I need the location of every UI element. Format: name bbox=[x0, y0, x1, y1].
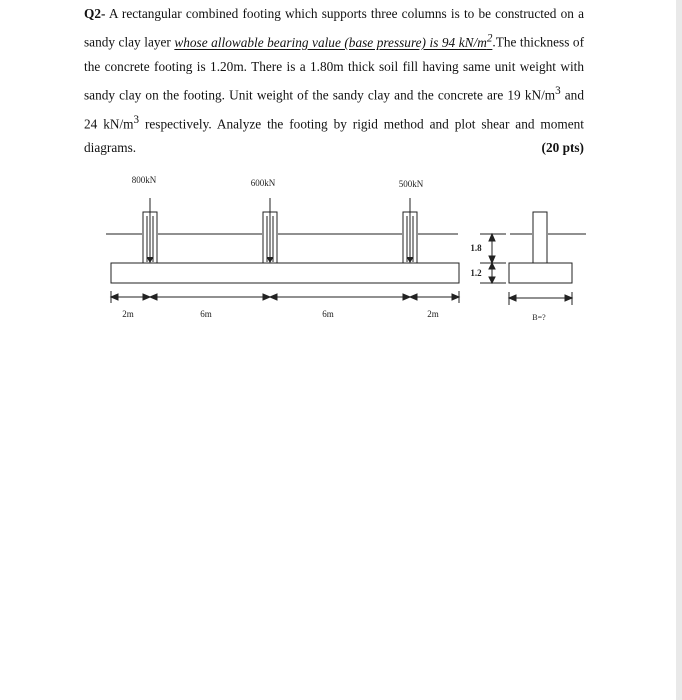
load-label-1: 800kN bbox=[131, 175, 157, 185]
column-1 bbox=[143, 198, 157, 263]
span-label-4: 2m bbox=[427, 309, 439, 319]
footing-thickness-label: 1.2 bbox=[470, 268, 482, 278]
width-label: B=? bbox=[532, 313, 546, 322]
question-text-1: A rectangular combined footing which supports three columns is to be constructed on a sandy clay layer bbox=[84, 6, 584, 50]
width-dimension bbox=[509, 292, 572, 305]
question-number: Q2- bbox=[84, 6, 106, 21]
bearing-value-underlined: whose allowable bearing value (base pressure) is 94 $kN/m^2$ bbox=[174, 32, 493, 50]
fill-depth-label: 1.8 bbox=[470, 243, 482, 253]
unit-sup-b: 3 bbox=[133, 113, 140, 126]
span-label-1: 2m bbox=[122, 309, 134, 319]
footing-slab bbox=[111, 263, 459, 283]
column-3 bbox=[403, 198, 417, 263]
cross-section bbox=[509, 212, 586, 283]
unit-sup-a: 3 bbox=[555, 85, 561, 98]
span-label-3: 6m bbox=[322, 309, 334, 319]
span-dimension-line bbox=[111, 291, 459, 303]
points-label: (20 pts) bbox=[541, 140, 584, 156]
depth-dimension bbox=[480, 234, 506, 283]
span-label-2: 6m bbox=[200, 309, 212, 319]
question-text-3: and 24 kN/m bbox=[84, 87, 584, 132]
question-text-4: respectively. Analyze the footing by rigid method and plot shear and moment diagrams. bbox=[84, 116, 584, 156]
load-label-2: 600kN bbox=[250, 178, 276, 188]
column-2 bbox=[263, 198, 277, 263]
question-text-2: .The thickness of the concrete footing is 1.20m. There is a 1.80m thick soil fill having same unit weight with sandy clay on the footing. Unit weight of the sandy clay and the concrete are 19 kN/m bbox=[84, 34, 585, 103]
load-label-3: 500kN bbox=[398, 179, 424, 189]
